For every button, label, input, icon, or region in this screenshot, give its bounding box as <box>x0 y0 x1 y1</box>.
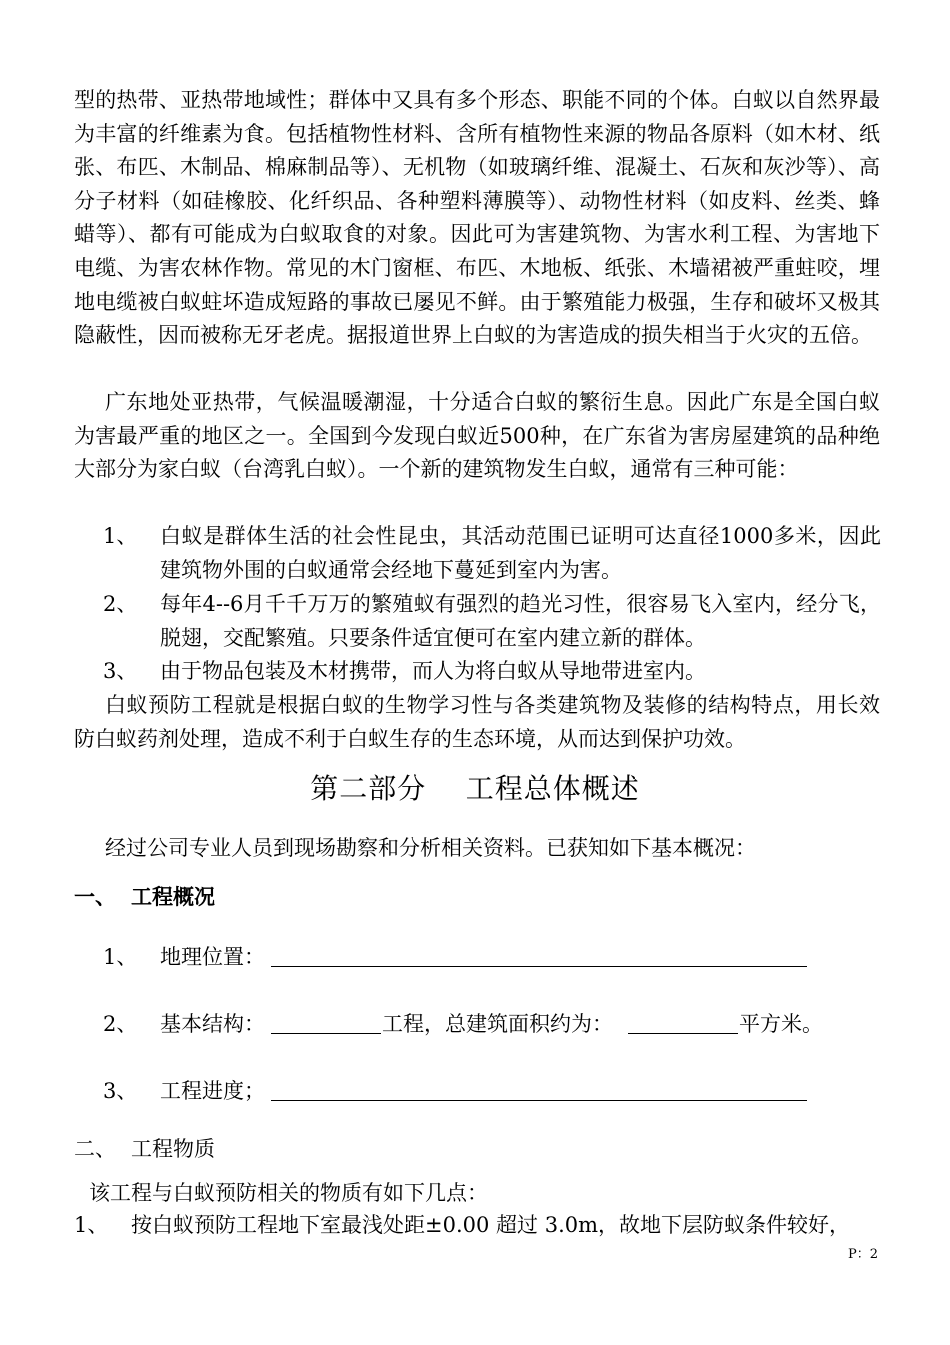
page-number: P：2 <box>847 1247 878 1262</box>
heading-title: 工程物质 <box>131 1137 215 1161</box>
field-label: 基本结构： <box>160 1012 265 1036</box>
list-text: 每年4--6月千千万万的繁殖蚁有强烈的趋光习性，很容易飞入室内，经分飞，脱翅，交配繁殖。只要条件适宜便可在室内建立新的群体。 <box>160 592 881 650</box>
field-number: 1、 <box>103 945 138 969</box>
field-number: 3、 <box>103 1079 138 1103</box>
heading-number: 二、 <box>74 1137 116 1161</box>
list-text: 按白蚁预防工程地下室最浅处距±0.00 超过 3.0m，故地下层防蚁条件较好， <box>131 1213 851 1237</box>
prevention-paragraph: 白蚁预防工程就是根据白蚁的生物学习性与各类建筑物及装修的结构特点，用长效防白蚁药剂处理，造成不利于白蚁生存的生态环境，从而达到保护功效。 <box>74 693 880 751</box>
list-number: 3、 <box>103 659 138 683</box>
list-text: 白蚁是群体生活的社会性昆虫，其活动范围已证明可达直径1000多米，因此建筑物外围的白蚁通常会经地下蔓延到室内为害。 <box>160 524 881 582</box>
heading-title: 工程概况 <box>131 884 215 909</box>
structure-type-blank[interactable] <box>271 1011 381 1034</box>
field-label: 工程进度； <box>160 1079 265 1103</box>
progress-blank-line[interactable] <box>271 1078 807 1101</box>
field-unit-text: 平方米。 <box>739 1012 823 1036</box>
intro-paragraph: 型的热带、亚热带地域性；群体中又具有多个形态、职能不同的个体。白蚁以自然界最为丰富的纤维素为食。包括植物性材料、含所有植物性来源的物品各原料（如木材、纸张、布匹、木制品、棉麻制品等）、无机物（如玻璃纤维、混凝土、石灰和灰沙等）、高分子材料（如硅橡胶、化纤织品、各种塑料薄膜等）、动物性材料（如皮料、丝类、蜂蜡等）、都有可能成为白蚁取食的对象。因此可为害建筑物、为害水利工程、为害地下电缆、为害农林作物。常见的木门窗框、布匹、木地板、纸张、木墙裙被严重蛀咬，埋地电缆被白蚁蛀坏造成短路的事故已屡见不鲜。由于繁殖能力极强，生存和破坏又极其隐蔽性，因而被称无牙老虎。据报道世界上白蚁的为害造成的损失相当于火灾的五倍。 <box>74 88 880 348</box>
field-mid-text: 工程，总建筑面积约为： <box>382 1012 613 1036</box>
survey-paragraph: 经过公司专业人员到现场勘察和分析相关资料。已获知如下基本概况： <box>105 836 756 860</box>
field-number: 2、 <box>103 1012 138 1036</box>
list-text: 由于物品包装及木材携带，而人为将白蚁从导地带进室内。 <box>160 659 706 683</box>
list-number: 1、 <box>103 524 138 548</box>
materials-intro-text: 该工程与白蚁预防相关的物质有如下几点： <box>89 1181 488 1205</box>
materials-intro <box>89 1178 488 1208</box>
list-number: 2、 <box>103 592 138 616</box>
section-title: 第二部分 工程总体概述 <box>310 772 640 805</box>
list-number: 1、 <box>74 1213 109 1237</box>
guangdong-paragraph: 广东地处亚热带，气候温暖潮湿，十分适合白蚁的繁衍生息。因此广东是全国白蚁为害最严重的地区之一。全国到今发现白蚁近500种，在广东省为害房屋建筑的品种绝大部分为家白蚁（台湾乳白蚁）。一个新的建筑物发生白蚁，通常有三种可能： <box>74 390 880 482</box>
location-blank-line[interactable] <box>271 944 807 967</box>
heading-number: 一、 <box>74 884 116 909</box>
area-blank[interactable] <box>628 1011 738 1034</box>
field-label: 地理位置： <box>160 945 265 969</box>
